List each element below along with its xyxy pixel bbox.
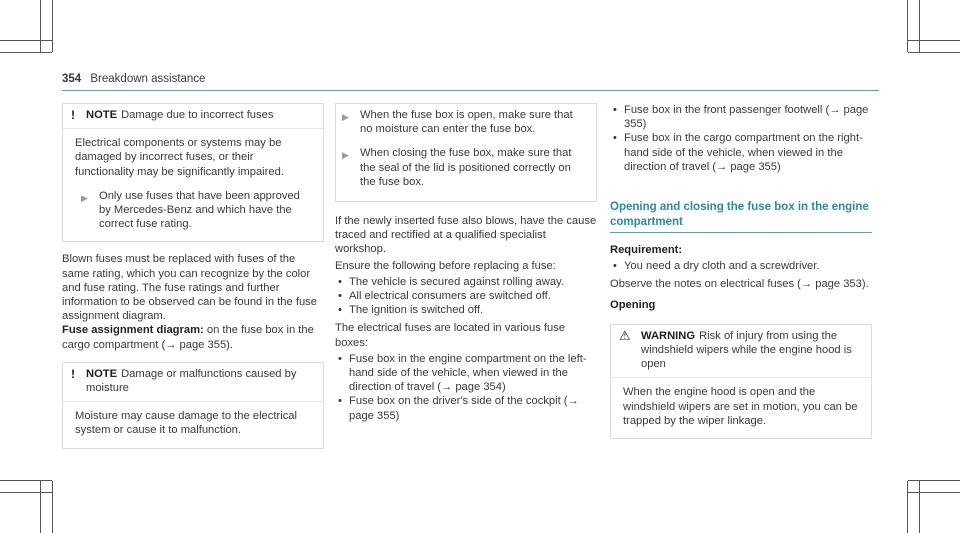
page-header: [62, 73, 205, 85]
list-item: • You need a dry cloth and a screwdriver.: [610, 259, 872, 273]
crop-mark: [908, 40, 960, 41]
instruction-box: [335, 103, 597, 202]
crop-mark: [908, 52, 960, 53]
exclamation-icon: !: [71, 108, 75, 122]
note-title: Damage due to incorrect fuses: [121, 109, 274, 121]
requirement-label: Requirement:: [610, 244, 683, 257]
list-item: • All electrical consumers are switched off.: [335, 289, 597, 303]
warning-text: When the engine hood is open and the windshield wipers are set in motion, you can be trapped by the wiper linkage.: [623, 386, 858, 427]
note-body: [63, 129, 323, 241]
list-item: • Fuse box in the engine compartment on the left-hand side of the vehicle, when viewed in the direction of travel (→ page 354): [335, 352, 597, 395]
note-text: Moisture may cause damage to the electrical system or cause it to malfunction.: [75, 410, 297, 437]
crop-mark: [52, 0, 53, 52]
page-header-title: Breakdown assistance: [90, 73, 206, 85]
step-text: When closing the fuse box, make sure that the seal of the lid is positioned correctly on the fuse box.: [360, 147, 572, 188]
list-item: • The vehicle is secured against rolling away.: [335, 275, 597, 289]
section-title: Opening and closing the fuse box in the engine compartment: [610, 200, 872, 233]
step-text: When the fuse box is open, make sure that no moisture can enter the fuse box.: [360, 109, 573, 136]
fuse-box-list: [610, 103, 872, 174]
note-text: Electrical components or systems may be damaged by incorrect fuses, or their functionality may be significantly impaired.: [75, 137, 284, 178]
crop-mark: [919, 481, 920, 533]
note-body: [63, 402, 323, 447]
page-number: 354: [62, 73, 82, 85]
instruction-step: [75, 189, 314, 232]
crop-mark: [40, 0, 41, 52]
paragraph: The electrical fuses are located in various fuse boxes:: [335, 322, 566, 349]
instruction-step: [336, 108, 586, 136]
list-item: • Fuse box in the cargo compartment on the right-hand side of the vehicle, when viewed in the direction of travel (→ page 355): [610, 131, 872, 174]
column-middle: [335, 103, 597, 427]
crop-mark: [0, 52, 52, 53]
warning-title: Risk of injury from using the windshield wipers while the engine hood is open: [641, 329, 852, 371]
column-right: [610, 103, 872, 439]
warning-header: [611, 325, 871, 379]
note-label: NOTE: [86, 367, 118, 380]
header-rule: [62, 90, 879, 91]
inline-text: on the fuse box in the cargo compartment (→ page 355).: [62, 324, 314, 351]
crop-mark: [908, 480, 960, 481]
step-text: Only use fuses that have been approved by Mercedes-Benz and which have the correct fuse rating.: [99, 189, 300, 231]
crop-mark: [0, 492, 52, 493]
paragraph: Blown fuses must be replaced with fuses of the same rating, which you can recognize by the color and fuse rating. The fuse ratings and further information to be observed can be found in the fuse assignment diagram.: [62, 253, 317, 323]
warning-label: WARNING: [641, 329, 696, 342]
crop-mark: [907, 0, 908, 52]
crop-mark: [0, 40, 52, 41]
crop-mark: [919, 0, 920, 52]
list-item: • The ignition is switched off.: [335, 303, 597, 317]
note-box-fuses: [62, 103, 324, 242]
play-triangle-icon: ▶: [342, 150, 349, 161]
crop-mark: [0, 480, 52, 481]
crop-mark: [908, 492, 960, 493]
paragraph: If the newly inserted fuse also blows, have the cause traced and rectified at a qualified specialist workshop.: [335, 215, 597, 256]
fuse-box-list: [335, 352, 597, 423]
column-left: [62, 103, 324, 449]
note-header: [63, 104, 323, 129]
warning-body: [611, 378, 871, 438]
paragraph: Ensure the following before replacing a fuse:: [335, 259, 556, 272]
crop-mark: [52, 481, 53, 533]
exclamation-icon: !: [71, 366, 75, 381]
instruction-step: [336, 146, 586, 189]
checklist: [335, 275, 597, 318]
note-header: [63, 363, 323, 402]
list-item: • Fuse box on the driver's side of the cockpit (→ page 355): [335, 394, 597, 422]
requirement-list: [610, 259, 872, 273]
paragraph: Observe the notes on electrical fuses (→ page 353).: [610, 278, 869, 291]
paragraph-fuse-diagram: [62, 323, 324, 351]
note-box-moisture: [62, 362, 324, 449]
warning-triangle-icon: ⚠: [619, 327, 631, 343]
crop-mark: [40, 481, 41, 533]
note-title: Damage or malfunctions caused by moisture: [86, 367, 297, 395]
list-item: • Fuse box in the front passenger footwell (→ page 355): [610, 103, 872, 131]
note-label: NOTE: [86, 109, 118, 121]
play-triangle-icon: ▶: [342, 112, 349, 122]
play-triangle-icon: ▶: [81, 192, 88, 203]
inline-label: Fuse assignment diagram:: [62, 324, 204, 337]
warning-box: [610, 324, 872, 439]
subheading-opening: Opening: [610, 298, 656, 311]
crop-mark: [907, 481, 908, 533]
